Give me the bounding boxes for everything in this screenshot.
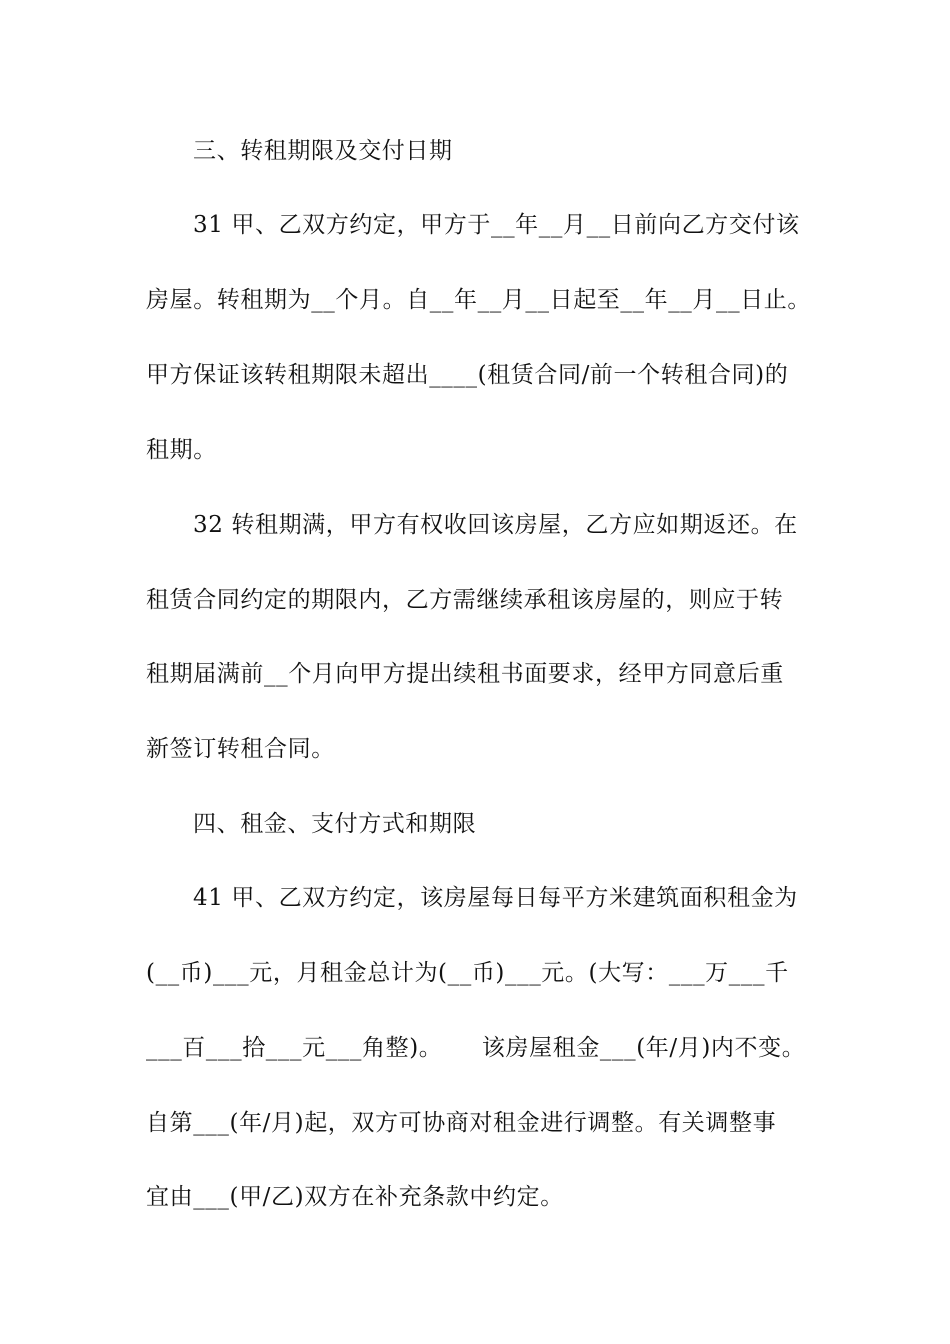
paragraph-line: 31 甲、乙双方约定，甲方于__年__月__日前向乙方交付该 bbox=[193, 212, 800, 238]
paragraph-line: 32 转租期满，甲方有权收回该房屋，乙方应如期返还。在 bbox=[193, 512, 798, 538]
section-heading-rent-payment: 四、租金、支付方式和期限 bbox=[193, 811, 477, 837]
paragraph-line: 甲方保证该转租期限未超出____(租赁合同/前一个转租合同)的 bbox=[146, 362, 789, 388]
paragraph-line: 41 甲、乙双方约定，该房屋每日每平方米建筑面积租金为 bbox=[193, 885, 798, 911]
paragraph-line: 宜由___(甲/乙)双方在补充条款中约定。 bbox=[146, 1184, 564, 1210]
paragraph-line: 租期届满前__个月向甲方提出续租书面要求，经甲方同意后重 bbox=[146, 661, 784, 687]
paragraph-line: 新签订转租合同。 bbox=[146, 736, 335, 762]
paragraph-line: 房屋。转租期为__个月。自__年__月__日起至__年__月__日止。 bbox=[146, 287, 811, 313]
paragraph-line: (__币)___元，月租金总计为(__币)___元。(大写：___万___千 bbox=[146, 960, 789, 986]
section-heading-sublease-term: 三、转租期限及交付日期 bbox=[193, 138, 453, 164]
paragraph-line: ___百___拾___元___角整)。 该房屋租金___(年/月)内不变。 bbox=[146, 1035, 806, 1061]
paragraph-line: 租期。 bbox=[146, 437, 217, 463]
paragraph-line: 自第___(年/月)起，双方可协商对租金进行调整。有关调整事 bbox=[146, 1110, 777, 1136]
paragraph-line: 租赁合同约定的期限内，乙方需继续承租该房屋的，则应于转 bbox=[146, 587, 784, 613]
